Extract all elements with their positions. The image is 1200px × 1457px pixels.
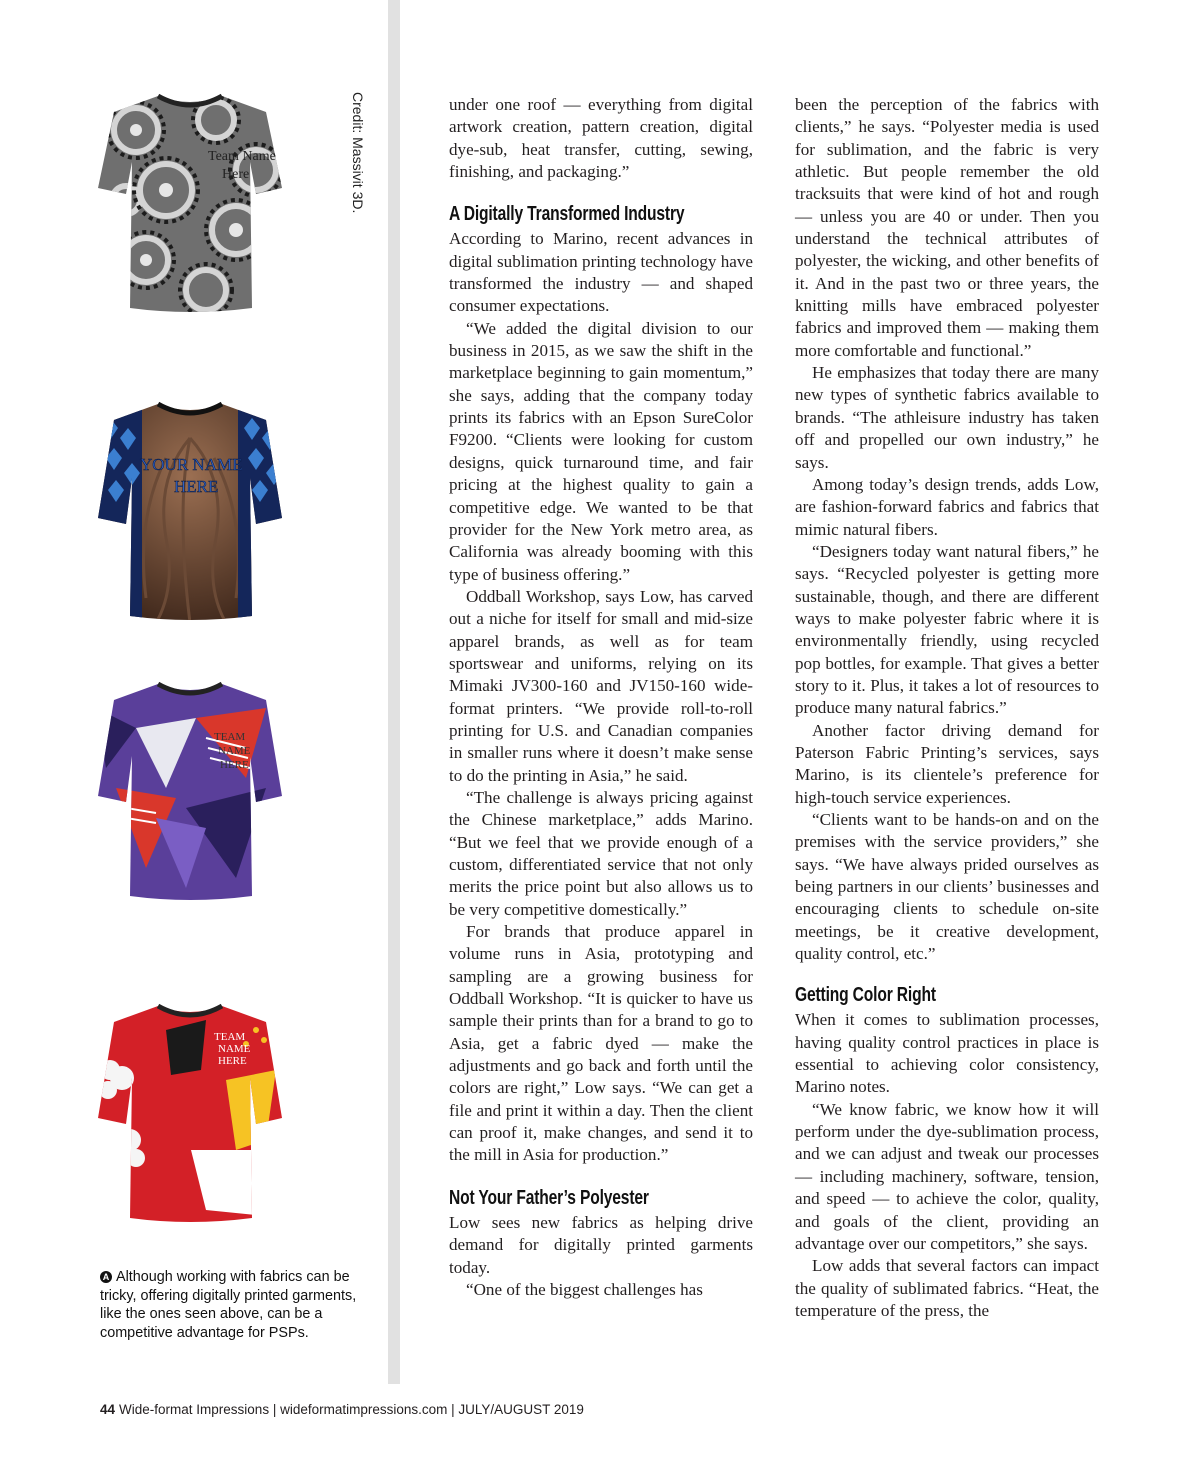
feather-pattern-tshirt-image xyxy=(96,398,284,623)
paragraph: “We know fabric, we know how it will perform under the dye-sublimation process, and we can adjust and tweak our processes — including machinery, software, tension, and speed — to achieve the color, quality, and goals of the client, providing an advantage over our competitors,” she says. xyxy=(795,1099,1099,1253)
article-column-left xyxy=(449,94,753,1301)
paragraph: “The challenge is always pricing against the Chinese marketplace,” adds Marino. “But we feel that we provide enough of a custom, differentiated service that not only merits the price point but also allows us to be very competitive domestically.” xyxy=(449,787,753,919)
column-divider-bar xyxy=(388,0,400,1384)
paragraph: Another factor driving demand for Paterson Fabric Printing’s services, says Marino, is its clientele’s preference for high-touch service experiences. xyxy=(795,720,1099,807)
paragraph: under one roof — everything from digital artwork creation, pattern creation, digital dye-sub, heat transfer, cutting, sewing, finishing, and packaging.” xyxy=(449,95,753,182)
footer-text: Wide-format Impressions | wideformatimpressions.com | JULY/AUGUST 2019 xyxy=(119,1402,584,1417)
page-number: 44 xyxy=(100,1402,116,1417)
paragraph: “Designers today want natural fibers,” he says. “Recycled polyester is getting more sustainable, though, and there are different ways to make polyester fabric where it is environmentally friendly, using recycled pop bottles, for example. That gives a better story to it. Plus, it takes a lot of resources to produce many natural fabrics.” xyxy=(795,541,1099,718)
paragraph: When it comes to sublimation processes, having quality control practices in place is essential to achieving color consistency, Marino notes. xyxy=(795,1010,1099,1097)
svg-text:HERE: HERE xyxy=(218,1055,247,1067)
paragraph: Low adds that several factors can impact the quality of sublimated fabrics. “Heat, the temperature of the press, the xyxy=(795,1256,1099,1320)
paragraph: been the perception of the fabrics with clients,” he says. “Polyester media is used for sublimation, and the fabric is very athletic. But people remember the old tracksuits that were kind of hot and rough — unless you are 40 or under. Then you understand the technical attributes of polyester, the wicking, and other benefits of it. And in the past two or three years, the knitting mills have embraced polyester fabrics and improved them — making them more comfortable and functional.” xyxy=(795,95,1099,360)
svg-text:NAME: NAME xyxy=(218,1043,251,1055)
shirt-text: YOUR NAME xyxy=(140,455,243,474)
paragraph: For brands that produce apparel in volume runs in Asia, prototyping and sampling are a growing business for Oddball Workshop. “It is quicker to have us sample their prints than for a brand to go to Asia, get a fabric dyed — make the adjustments and go back and forth until the colors are right,” Low says. “We can get a file and print it within a day. Then the client can proof it, make changes, and send it to the mill in Asia for production.” xyxy=(449,922,753,1165)
svg-text:HERE: HERE xyxy=(220,759,249,771)
paragraph: “Clients want to be hands-on and on the premises with the service providers,” she says. “We have always prided ourselves as being partners in our clients’ businesses and encouraging clients to schedule on-site meetings, be it creative development, quality control, etc.” xyxy=(795,810,1099,964)
paragraph: According to Marino, recent advances in digital sublimation printing technology have transformed the industry — and shaped consumer expectations. xyxy=(449,229,753,316)
geometric-pattern-tshirt-image xyxy=(96,678,284,903)
figure-caption xyxy=(100,1268,360,1343)
article-column-right xyxy=(795,94,1099,1322)
comic-pattern-tshirt-image xyxy=(96,1000,284,1225)
shirt-text: Team Name xyxy=(208,149,276,164)
caption-badge: A xyxy=(100,1271,112,1283)
shirt-text: TEAM xyxy=(214,1031,246,1043)
svg-text:HERE: HERE xyxy=(174,477,219,496)
paragraph: Among today’s design trends, adds Low, are fashion-forward fabrics and fabrics that mimic natural fibers. xyxy=(795,474,1099,539)
section-heading: A Digitally Transformed Industry xyxy=(449,203,685,226)
page-footer xyxy=(100,1402,584,1417)
gear-pattern-tshirt-image xyxy=(96,90,284,315)
paragraph: “One of the biggest challenges has xyxy=(466,1279,703,1299)
svg-text:Here: Here xyxy=(222,167,250,182)
paragraph: Oddball Workshop, says Low, has carved out a niche for itself for small and mid-size apparel brands, as well as for team sportswear and uniforms, relying on its Mimaki JV300-160 and JV150-160 wide-format printers. “We provide roll-to-roll printing for U.S. and Canadian companies in smaller runs where it doesn’t make sense to do the printing in Asia,” he said. xyxy=(449,586,753,785)
svg-text:NAME: NAME xyxy=(218,745,251,757)
section-heading: Not Your Father’s Polyester xyxy=(449,1186,649,1209)
shirt-text: TEAM xyxy=(214,731,246,743)
paragraph: He emphasizes that today there are many new types of synthetic fabrics available to brands. “The athleisure industry has taken off and propelled our own industry,” he says. xyxy=(795,363,1099,472)
photo-credit: Credit: Massivit 3D. xyxy=(350,92,366,214)
paragraph: “We added the digital division to our business in 2015, as we saw the shift in the marketplace beginning to gain momentum,” she says, adding that the company today prints its fabrics with an Epson SureColor F9200. “Clients were looking for custom designs, quick turnaround time, and fair pricing at the highest quality to gain a competitive edge. We wanted to be that provider for the New York metro area, as California was already booming with this type of business offering.” xyxy=(449,318,753,584)
section-heading: Getting Color Right xyxy=(795,984,936,1007)
paragraph: Low sees new fabrics as helping drive demand for digitally printed garments today. xyxy=(449,1212,753,1277)
caption-text: Although working with fabrics can be tricky, offering digitally printed garments, like the ones seen above, can be a competitive advantage for PSPs. xyxy=(100,1269,357,1342)
